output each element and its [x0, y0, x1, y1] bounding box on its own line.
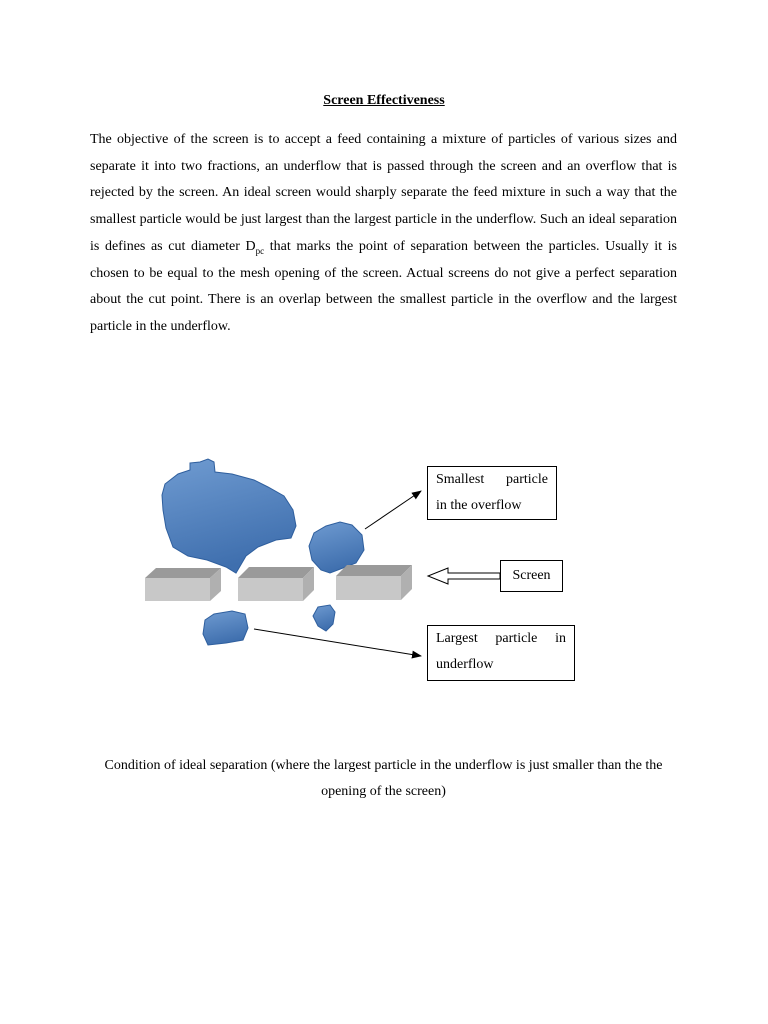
underflow-label-word: in [555, 631, 566, 646]
cut-diameter-subscript: pc [255, 245, 265, 256]
largest-underflow-particle [203, 611, 248, 645]
body-paragraph [90, 127, 677, 341]
overflow-label-word: particle [506, 472, 548, 487]
large-feed-particle [162, 459, 296, 573]
paragraph-text-part1: The objective of the screen is to accept a feed containing a mixture of particles of various sizes and separate it into two fractions, an underflow that is passed through the screen and an overflow that is rejected by the screen. An ideal screen would sharply separate the feed mixture in such a way that the smallest particle would be just largest than the largest particle in the underflow. Such an ideal separation is defines as cut diameter D [90, 132, 677, 254]
overflow-label-line2: in the overflow [436, 498, 522, 513]
screen-bar-1 [145, 568, 221, 601]
figure-caption: Condition of ideal separation (where the largest particle in the underflow is just smaller than the the opening of the screen) [104, 758, 663, 799]
screen-separation-diagram [0, 440, 768, 700]
overflow-label-box [427, 466, 557, 520]
screen-pointer-hollow-arrow [428, 568, 500, 584]
underflow-label-word: Largest [436, 631, 478, 646]
underflow-label-box [427, 625, 575, 681]
overflow-label-word: Smallest [436, 472, 485, 487]
underflow-label-line2: underflow [436, 657, 494, 672]
screen-label-box [500, 560, 563, 592]
paragraph-text-part2: that marks the point of separation between the particles. Usually it is chosen to be equal to the mesh opening of the screen. Actual screens do not give a perfect separation about the cut point. There is an overlap between the smallest particle in the overflow and the largest particle in the underflow. [90, 238, 677, 334]
underflow-pointer-arrow [254, 629, 421, 656]
screen-bar-2 [238, 567, 314, 601]
overflow-pointer-arrow [365, 491, 421, 529]
underflow-label-word: particle [495, 631, 538, 646]
small-underflow-particle [313, 605, 335, 631]
screen-label: Screen [512, 568, 551, 583]
page-title: Screen Effectiveness [323, 93, 445, 108]
screen-bar-3 [336, 565, 412, 600]
